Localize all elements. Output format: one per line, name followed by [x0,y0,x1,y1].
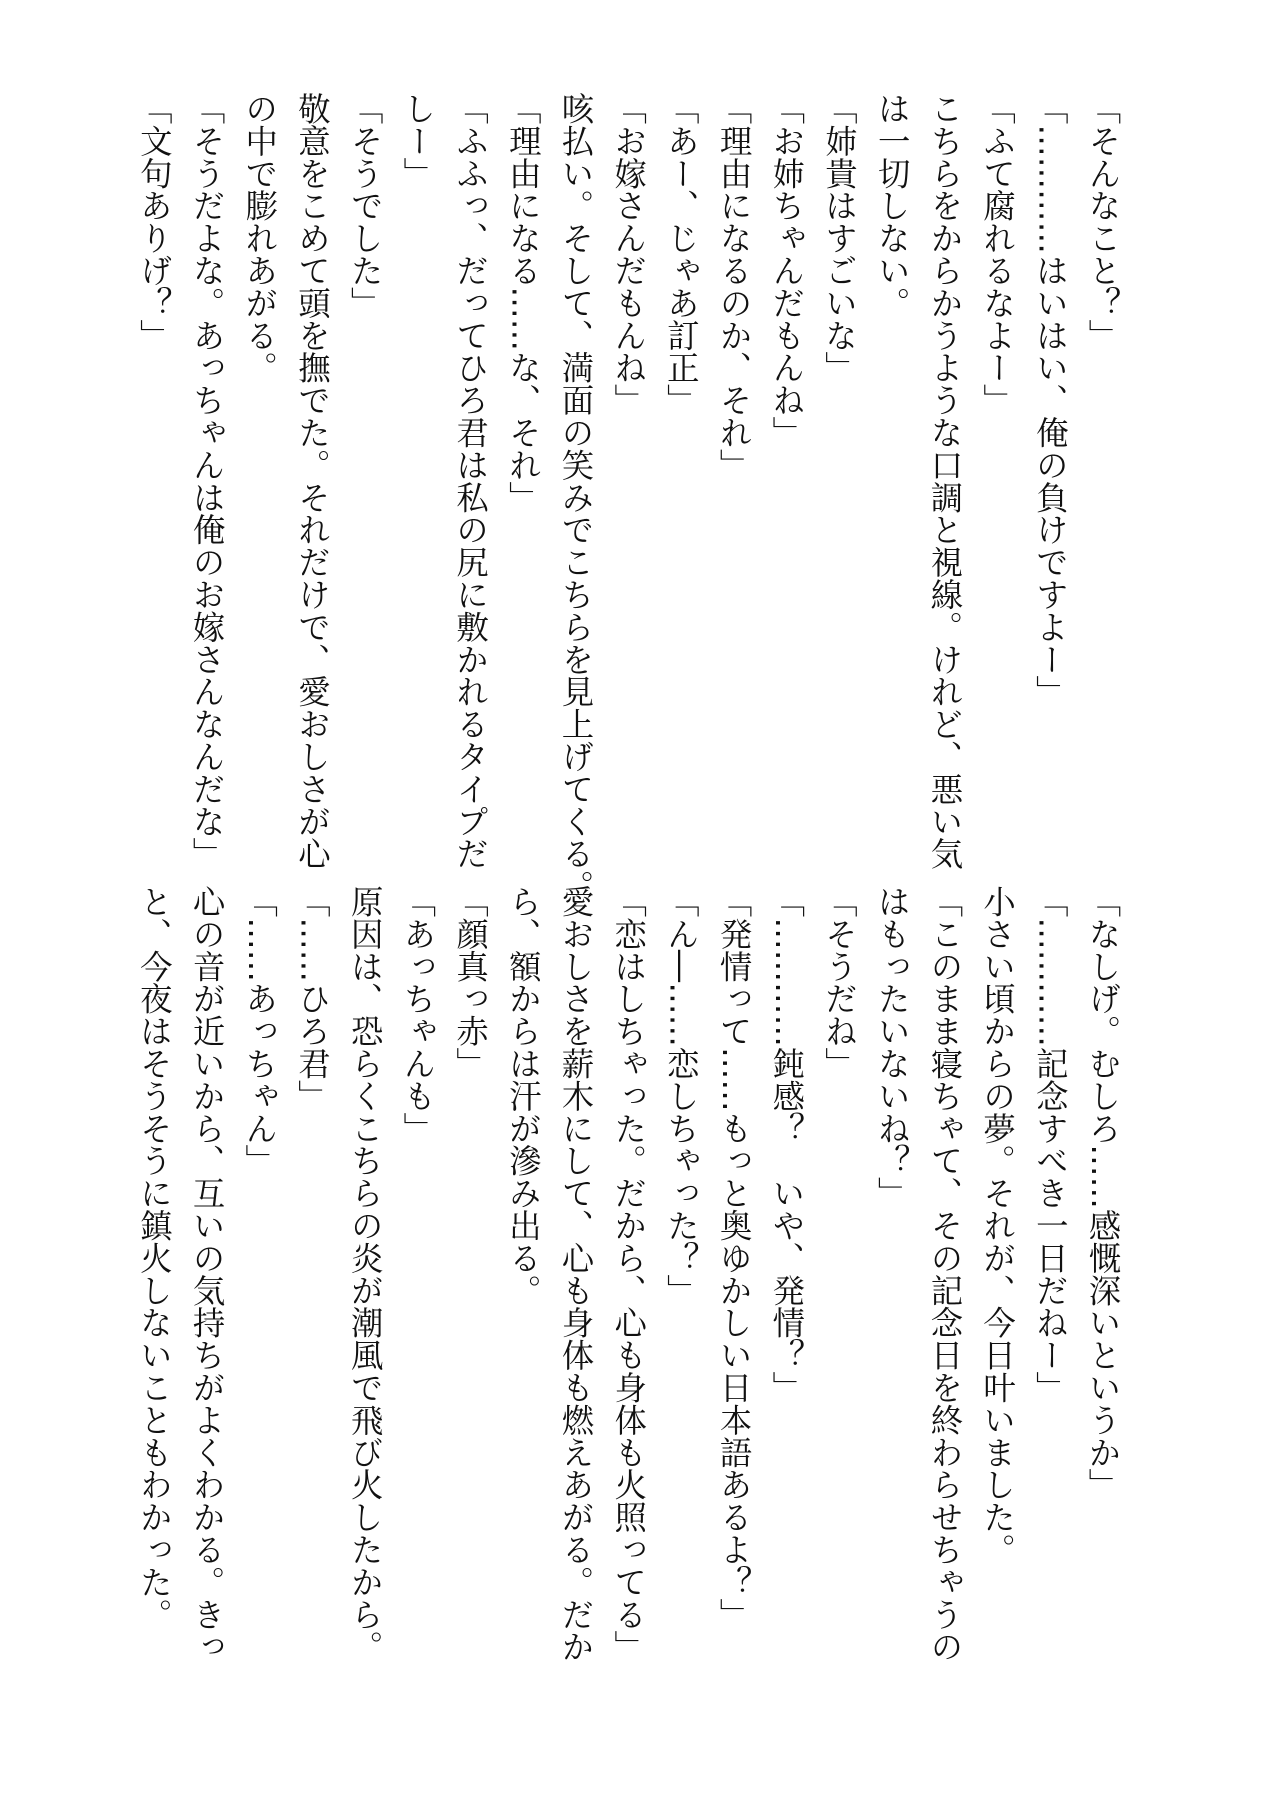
text-line: 「…………はいはい、俺の負けですよー」 [1031,92,1070,708]
text-line: 「理由になるのか、それ」 [715,92,754,481]
text-line: 愛おしさを薪木にして、心も身体も燃えあがる。だか [556,885,595,1663]
text-line: はもったいないね？」 [873,885,912,1209]
text-line: 原因は、恐らくこちらの炎が潮風で飛び火したから。 [346,885,385,1663]
text-line: こちらをからかうような口調と視線。けれど、悪い気 [925,92,964,870]
text-line: 「あっちゃんも」 [398,885,437,1145]
text-line: 「……あっちゃん」 [240,885,279,1177]
text-line: 「文句ありげ？」 [135,92,174,352]
top-text-section [128,92,1129,902]
text-line: 咳払い。そして、満面の笑みでこちらを見上げてくる。 [556,92,595,902]
text-line: 「お嫁さんだもんね」 [609,92,648,416]
text-line: 「あー、じゃあ訂正」 [662,92,701,416]
text-line: と、今夜はそうそうに鎮火しないこともわかった。 [135,885,174,1631]
text-line: 「ふふっ、だってひろ君は私の尻に敷かれるタイプだ [451,92,490,870]
text-line: 「そうでした」 [346,92,385,319]
text-line: 「理由になる……な、それ」 [504,92,543,514]
text-line: 「発情って……もっと奥ゆかしい日本語あるよ？」 [715,885,754,1631]
text-line: の中で膨れあがる。 [240,92,279,384]
text-line: は一切しない。 [873,92,912,319]
bottom-text-section [128,885,1129,1675]
text-line: 「ん―……恋しちゃった？」 [662,885,701,1307]
text-line: 「ふて腐れるなよー」 [978,92,1017,416]
text-line: 「…………鈍感？ いや、発情？」 [767,885,806,1404]
text-line: 「このまま寝ちゃて、その記念日を終わらせちゃうの [925,885,964,1663]
text-line: 「なしげ。むしろ……感慨深いというか」 [1084,885,1122,1501]
text-line: 「お姉ちゃんだもんね」 [767,92,806,449]
text-line: 「そうだね」 [820,885,859,1080]
text-line: 「そうだよな。あっちゃんは俺のお嫁さんなんだな」 [188,92,227,870]
text-line: 「…………記念すべき一日だねー」 [1031,885,1070,1404]
text-line: 「顔真っ赤」 [451,885,490,1080]
text-line: 小さい頃からの夢。それが、今日叶いました。 [978,885,1017,1566]
text-line: 心の音が近いから、互いの気持ちがよくわかる。きっ [188,885,227,1663]
text-line: しー」 [398,92,437,190]
text-line: 「そんなこと？」 [1084,92,1122,352]
text-line: 「恋はしちゃった。だから、心も身体も火照ってる」 [609,885,648,1663]
text-line: 敬意をこめて頭を撫でた。それだけで、愛おしさが心 [293,92,332,870]
text-line: 「……ひろ君」 [293,885,332,1112]
text-line: 「姉貴はすごいな」 [820,92,859,384]
text-line: ら、額からは汗が滲み出る。 [504,885,543,1307]
